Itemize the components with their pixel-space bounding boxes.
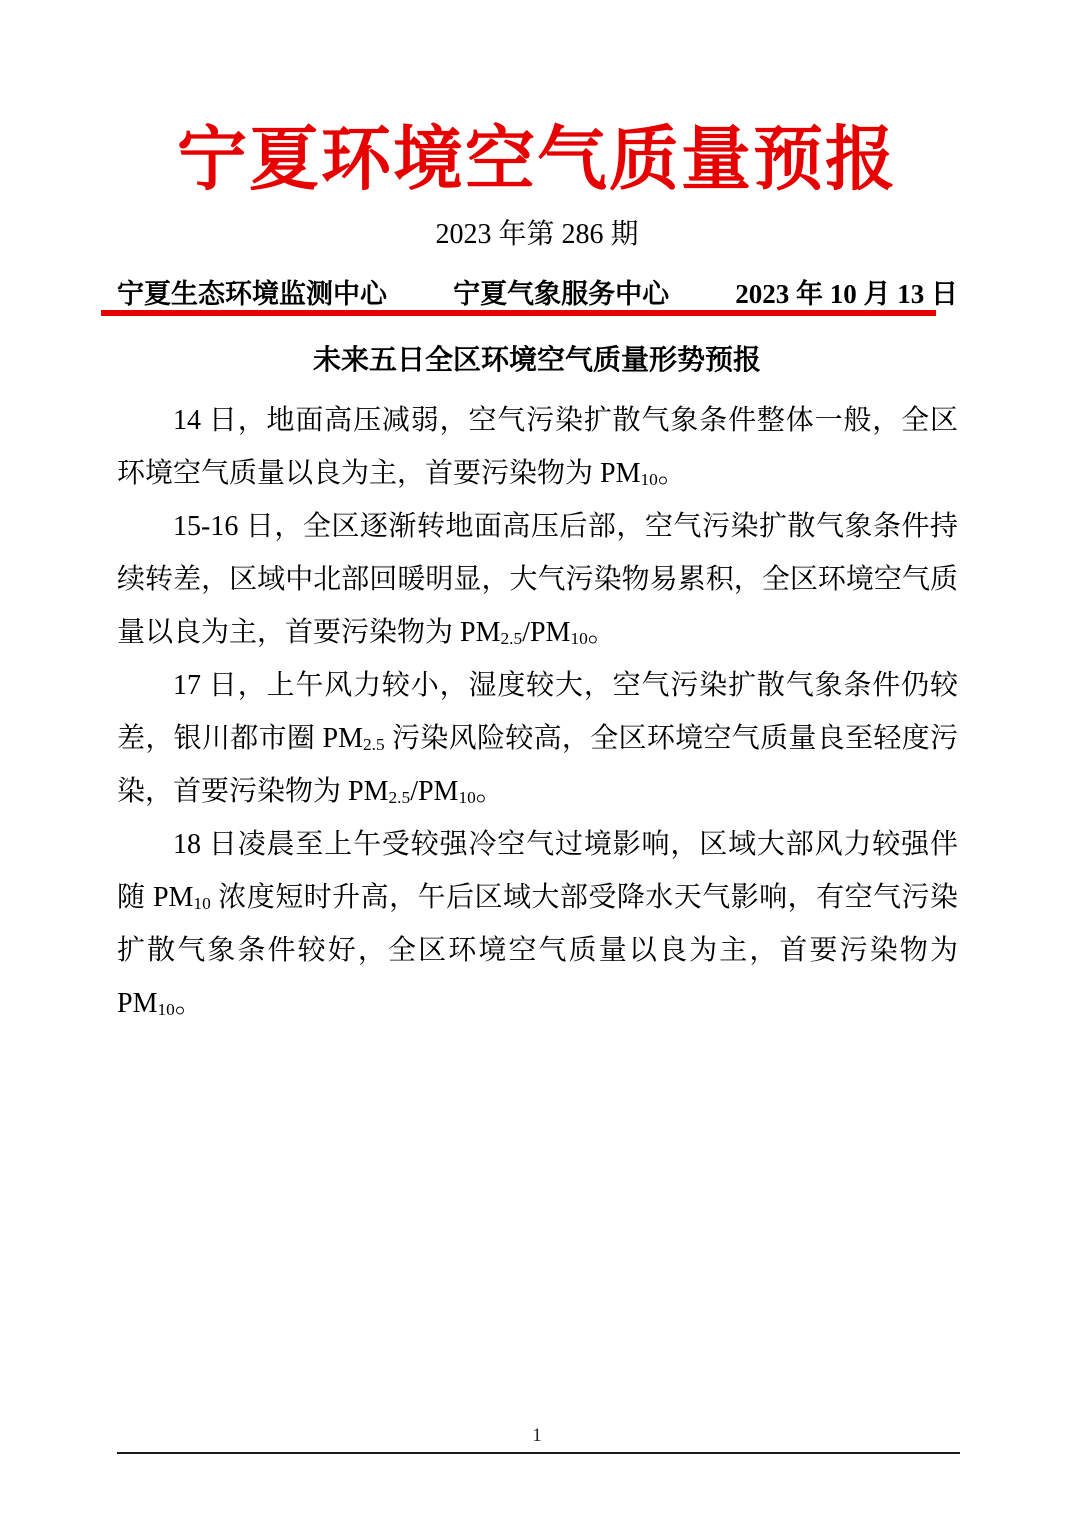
paragraph-day15-16: 15-16 日，全区逐渐转地面高压后部，空气污染扩散气象条件持续转差，区域中北部回暖明显，大气污染物易累积，全区环境空气质量以良为主，首要污染物为 $PM_{2.5}/PM_{10}$。 bbox=[117, 511, 958, 649]
issue-date: 2023 年 10 月 13 日 bbox=[735, 279, 958, 309]
paragraph-day18: 18 日凌晨至上午受较强冷空气过境影响，区域大部风力较强伴随 $PM_{10}$ 浓度短时升高，午后区域大部受降水天气影响，有空气污染扩散气象条件较好，全区环境空气质量以良为主，首要污染物为 $PM_{10}$。 bbox=[117, 829, 958, 1020]
red-divider-rule bbox=[101, 310, 936, 316]
issue-number: 2023 年第 286 期 bbox=[435, 219, 639, 250]
paragraph-day14: 14 日，地面高压减弱，空气污染扩散气象条件整体一般，全区环境空气质量以良为主，首要污染物为 $PM_{10}$。 bbox=[117, 405, 958, 490]
issuing-org-center: 宁夏气象服务中心 bbox=[453, 279, 670, 309]
page-number: 1 bbox=[532, 1425, 542, 1446]
section-heading: 未来五日全区环境空气质量形势预报 bbox=[312, 345, 761, 376]
paragraph-day17: 17 日，上午风力较小，湿度较大，空气污染扩散气象条件仍较差，银川都市圈 $PM_{2.5}$ 污染风险较高，全区环境空气质量良至轻度污染，首要污染物为 $PM_{2.5}/PM_{10}$。 bbox=[117, 670, 958, 808]
issuing-header bbox=[117, 278, 958, 310]
footer-rule bbox=[117, 1452, 960, 1454]
forecast-body bbox=[117, 394, 958, 1030]
document-title: 宁夏环境空气质量预报 bbox=[177, 122, 897, 199]
issuing-org-left: 宁夏生态环境监测中心 bbox=[117, 279, 387, 309]
